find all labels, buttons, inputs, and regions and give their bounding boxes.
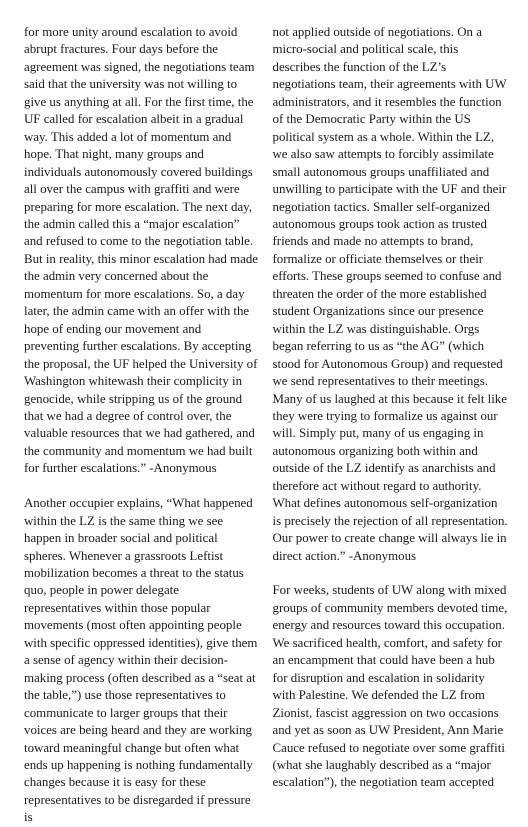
body-paragraph: For weeks, students of UW along with mixed groups of community members devoted time, energy and resources toward this occupation. We sacrificed health, comfort, and safety for an encampment that could have been a hub for disruption and escalation in solidarity with Palestine. We defended the LZ from Zionist, fascist aggression on two occasions and yet as soon as UW President, Ann Marie Cauce refused to negotiate over some graffiti (what she laughably described as a “major escalation”), the negotiation team accepted xyxy=(272,583,508,790)
document-page xyxy=(24,24,508,825)
left-column xyxy=(24,24,260,825)
right-column xyxy=(273,24,509,800)
body-paragraph: Another occupier explains, “What happened within the LZ is the same thing we see happen in broader social and political spheres. Whenever a grassroots Leftist mobilization becomes a threat to the status quo, people in power delegate representatives within those popular movements (most often appointing people with specific oppressed identities), give them a sense of agency within their decision-making process (often described as a “seat at the table,”) use those representatives to communicate to larger groups that their voices are being heard and they are working toward meaningful change but often what ends up happening is nothing fundamentally changes because it is easy for these representatives to be disregarded if pressure is xyxy=(24,496,258,825)
body-paragraph: for more unity around escalation to avoid abrupt fractures. Four days before the agreement was signed, the negotiations team said that the university was not willing to give us anything at all. For the first time, the UF called for escalation albeit in a gradual way. This added a lot of momentum and hope. That night, many groups and individuals autonomously covered buildings all over the campus with graffiti and were preparing for more escalation. The next day, the admin called this a “major escalation” and refused to come to the negotiation table. But in reality, this minor escalation had made the admin very concerned about the momentum for more escalations. So, a day later, the admin came with an offer with the hope of ending our movement and preventing further escalations. By accepting the proposal, the UF helped the University of Washington whitewash their complicity in genocide, while stripping us of the ground that we had a degree of control over, the valuable resources that we had gathered, and the community and momentum we had built for further escalations.” -Anonymous xyxy=(24,25,259,476)
body-paragraph: not applied outside of negotiations. On a micro-social and political scale, this describes the function of the LZ’s negotiations team, their agreements with UW administrators, and it resembles the function of the Democratic Party within the US political system as a whole. Within the LZ, we also saw attempts to forcibly assimilate small autonomous groups unaffiliated and unwilling to participate with the UF and their negotiation tactics. Smaller self-organized autonomous groups took action as trusted friends and made no attempts to brand, formalize or officiate themselves or their efforts. These groups seemed to confuse and threaten the order of the more established student Organizations since our presence within the LZ was distinguishable. Orgs began referring to us as “the AG” (which stood for Autonomous Group) and requested we send representatives to their meetings. Many of us laughed at this because it felt like they were trying to formalize us against our will. Simply put, many of us engaging in autonomous organizing both within and outside of the LZ identify as anarchists and therefore act without regard to authority. What defines autonomous self-organization is precisely the rejection of all representation. Our power to create change will always lie in direct action.” -Anonymous xyxy=(272,25,508,563)
